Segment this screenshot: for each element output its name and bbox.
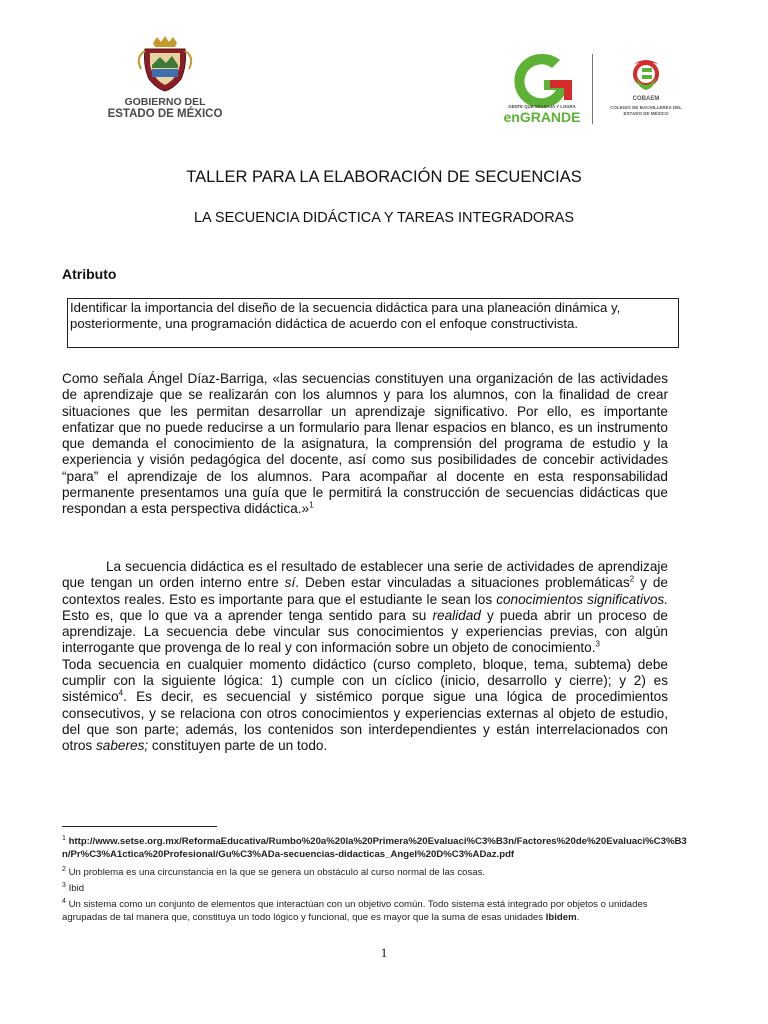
government-line-1: GOBIERNO DEL — [124, 96, 206, 108]
cobaem-logo — [606, 58, 686, 128]
footnote-separator — [62, 826, 217, 827]
footnote-number: 2 — [62, 865, 66, 873]
paragraph-2-text: y pueda abrir un proceso de aprendizaje. La secuencia debe vincular sus conocimientos y experiencias previas, con algún interrogante que provenga de lo real y con información sobre un objeto de conocimiento. — [62, 607, 668, 656]
paragraph-2-text: . Deben estar vinculadas a situaciones problemáticas — [295, 575, 630, 591]
cobaem-emblem-icon — [606, 58, 686, 96]
paragraph-3-text: constituyen parte de un todo. — [148, 738, 328, 754]
logo-divider — [592, 54, 593, 124]
government-name — [95, 96, 235, 120]
footnote-ref-4[interactable]: 4 — [118, 688, 124, 698]
footnote-ref-1[interactable]: 1 — [309, 500, 314, 510]
government-line-2: ESTADO DE MÉXICO — [107, 108, 223, 120]
footnote-number: 4 — [62, 897, 66, 905]
paragraph-3-text: . Es decir, es secuencial y sistémico porque sigue una lógica de procedimientos consecutivos, y se relaciona con otros conocimientos y experiencias externas al objeto de estudio, del que son parte; además, los contenidos son interdependientes y están interrelacionados con otros — [62, 689, 668, 754]
footnote-ref-2[interactable]: 2 — [629, 574, 635, 584]
page-header — [0, 0, 768, 150]
engrande-word: enGRANDE — [503, 109, 581, 125]
italic-text: conocimientos significativos. — [496, 591, 668, 607]
footnote-4-text: Un sistema como un conjunto de elementos que interactúan con un objetivo común. Todo sistema está integrado por objetos o unidades agrupadas de tal manera que, constituya un todo lógico y funcional, que es mayor que la suma de esas unidades — [62, 899, 648, 923]
paragraph-2 — [62, 559, 668, 755]
atributo-box: Identificar la importancia del diseño de la secuencia didáctica para una planeación dinámica y, posteriormente, una programación didáctica de acuerdo con el enfoque constructivista. — [67, 298, 679, 348]
paragraph-3-text: Toda secuencia en cualquier momento didáctico (curso completo, bloque, tema, subtema) debe cumplir con la siguiente lógica: 1) cumple con un cíclico (inicio, desarrollo y cierre); y 2) es sistémico — [62, 656, 668, 705]
paragraph-2-text: Esto es, que lo que va a aprender tenga sentido para su — [62, 607, 433, 623]
footnote-4-ibidem: Ibidem — [545, 912, 577, 923]
footnote-3 — [62, 882, 692, 895]
paragraph-1-text: Como señala Ángel Díaz-Barriga, «las secuencias constituyen una organización de las actividades de aprendizaje que se realizarán con los alumnos y para los alumnos, con la finalidad de crear situaciones que les permitan desarrollar un aprendizaje significativo. Por ello, es importante enfatizar que no puede reducirse a un formulario para llenar espacios en blanco, es un instrumento que demanda el conocimiento de la asignatura, la comprensión del programa de estudio y la experiencia y visión pedagógica del docente, así como sus posibilidades de concebir actividades “para” el aprendizaje de los alumnos. Para acompañar al docente en esta responsabilidad permanente presentamos una guía que le permitirá la construcción de secuencias didácticas que respondan a esta perspectiva didáctica.» — [62, 371, 668, 517]
engrande-tagline: GENTE QUE TRABAJA Y LOGRA — [508, 104, 576, 109]
footnote-number: 3 — [62, 881, 66, 889]
footnote-2-text: Un problema es una circunstancia en la que se genera un obstáculo al curso normal de las cosas. — [65, 867, 486, 878]
cobaem-subtitle — [606, 105, 686, 117]
cobaem-subtitle-line-1: COLEGIO DE BACHILLERES DEL — [610, 105, 682, 110]
footnote-4-period: . — [576, 912, 580, 923]
atributo-heading: Atributo — [62, 266, 117, 282]
document-subtitle: LA SECUENCIA DIDÁCTICA Y TAREAS INTEGRADORAS — [193, 210, 575, 226]
footnote-number: 1 — [62, 834, 66, 842]
cobaem-subtitle-line-2: ESTADO DE MÉXICO — [623, 111, 669, 116]
page-number: 1 — [380, 945, 388, 960]
footnote-4 — [62, 898, 692, 924]
cobaem-name: COBAEM — [632, 96, 660, 102]
paragraph-2-text: y de contextos reales. Esto es importante para que el estudiante le sean los — [62, 575, 668, 607]
italic-text: sí — [284, 575, 296, 591]
paragraph-2-text: La secuencia didáctica es el resultado de establecer una serie de actividades de aprendizaje que tengan un orden interno entre — [62, 559, 668, 591]
paragraph-1 — [62, 371, 668, 518]
footnote-3-text: Ibid — [65, 883, 85, 894]
footnote-1 — [62, 835, 692, 861]
footnote-2 — [62, 866, 692, 879]
footnote-ref-3[interactable]: 3 — [595, 639, 600, 649]
engrande-logo — [500, 48, 585, 128]
italic-text: realidad — [432, 607, 481, 623]
footnote-1-link[interactable]: http://www.setse.org.mx/ReformaEducativa/Rumbo%20a%20la%20Primera%20Evaluaci%C3%B3n/Factores%20de%20Evaluaci%C3%B3n/Pr%C3%A1ctica%20Profesional/Gu%C3%ADa-secuencias-didacticas_Angel%20D%C3%ADaz.pdf — [62, 836, 687, 860]
document-title: TALLER PARA LA ELABORACIÓN DE SECUENCIAS — [186, 168, 582, 186]
italic-text: saberes; — [96, 738, 149, 754]
